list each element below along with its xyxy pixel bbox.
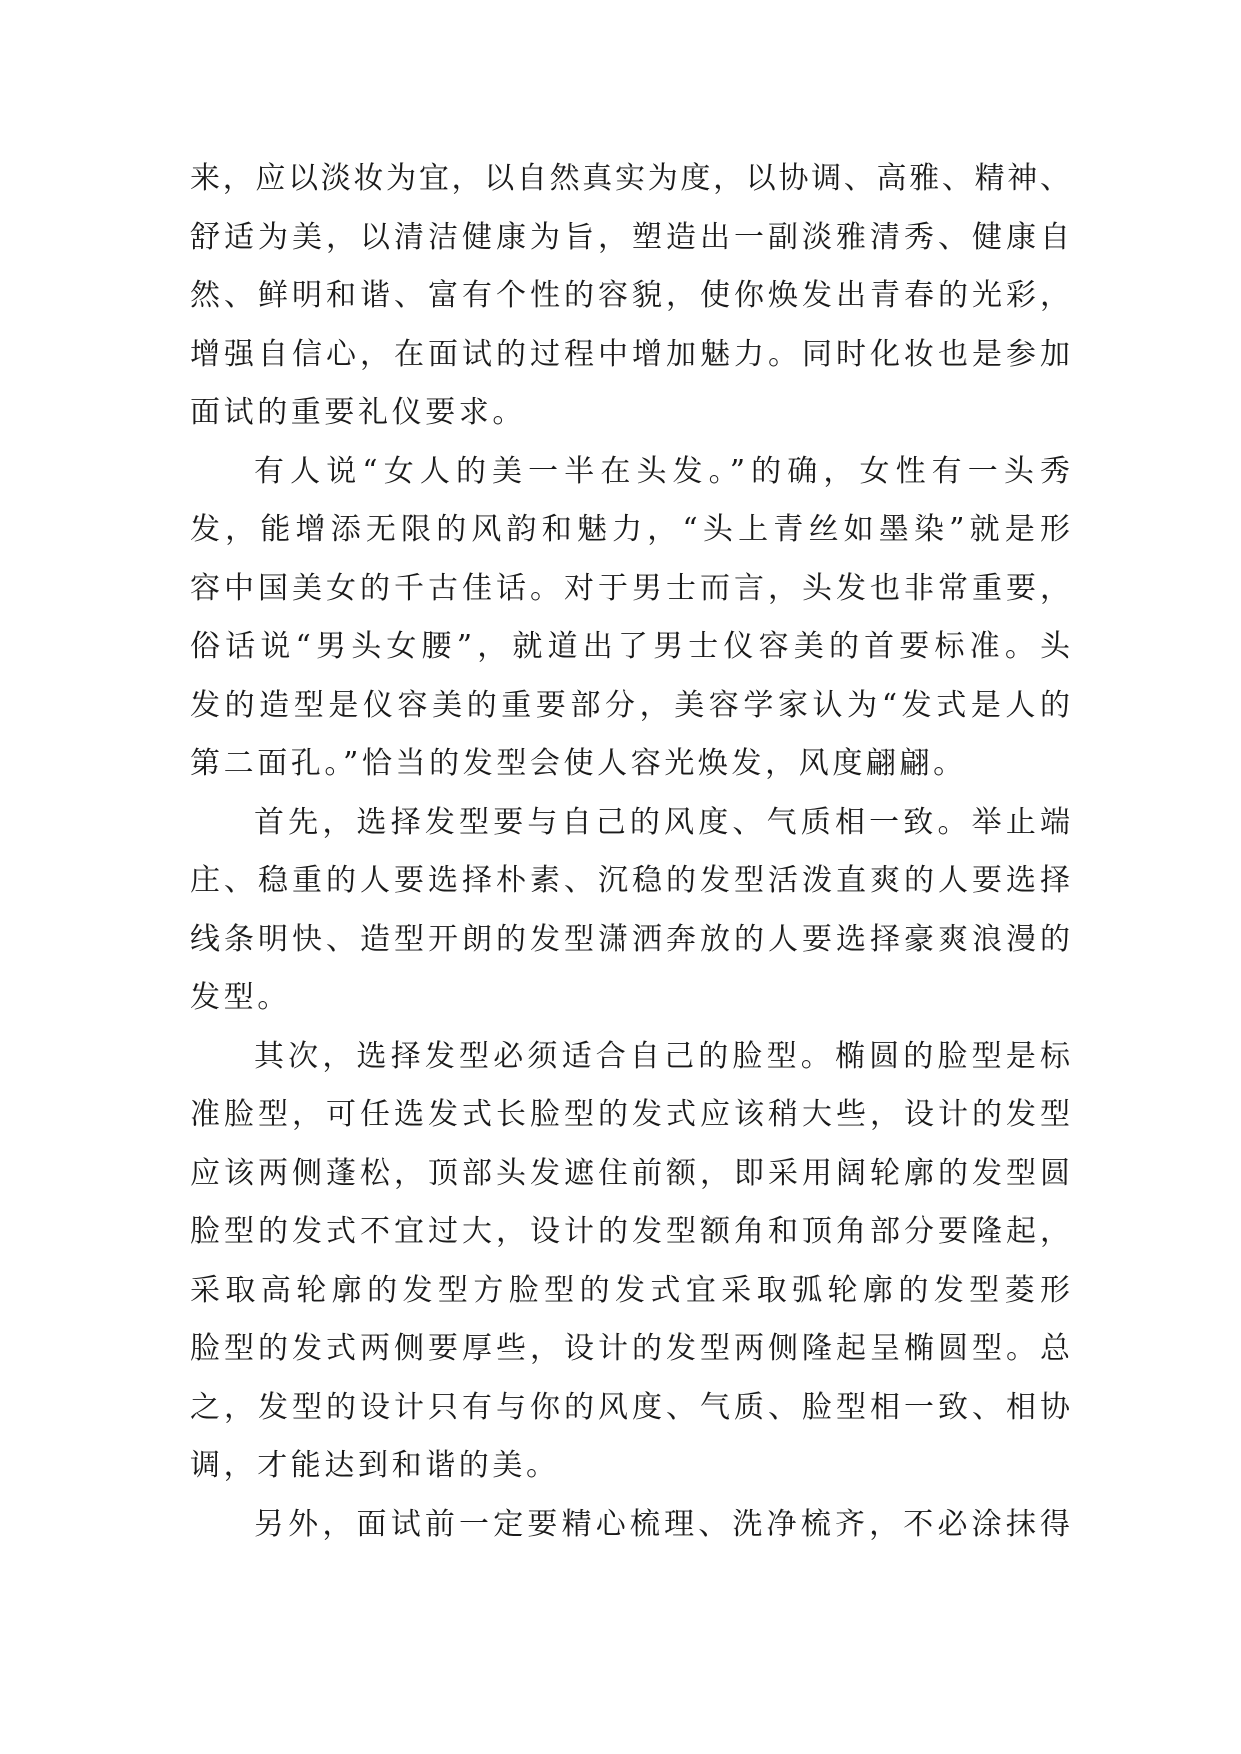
paragraph-2-line-2: 发，能增添无限的风韵和魅力，“头上青丝如墨染”就是形 (190, 512, 1070, 547)
paragraph-4-line-5: 采取高轮廓的发型方脸型的发式宜采取弧轮廓的发型菱形 (190, 1272, 1070, 1308)
paragraph-1-line-1: 来，应以淡妆为宜，以自然真实为度，以协调、高雅、精神、 (190, 161, 1070, 196)
paragraph-1-line-5: 面试的重要礼仪要求。 (190, 395, 526, 430)
paragraph-2-line-4: 俗话说“男头女腰”，就道出了男士仪容美的首要标准。头 (190, 629, 1070, 664)
paragraph-1-line-2: 舒适为美，以清洁健康为旨，塑造出一副淡雅清秀、健康自 (190, 219, 1070, 255)
paragraph-1-line-4: 增强自信心，在面试的过程中增加魅力。同时化妆也是参加 (190, 336, 1070, 372)
paragraph-3-line-2: 庄、稳重的人要选择朴素、沉稳的发型活泼直爽的人要选择 (190, 863, 1070, 898)
paragraph-4-line-6: 脸型的发式两侧要厚些，设计的发型两侧隆起呈椭圆型。总 (190, 1331, 1070, 1366)
paragraph-4-line-8: 调，才能达到和谐的美。 (190, 1448, 560, 1483)
paragraph-4-line-3: 应该两侧蓬松，顶部头发遮住前额，即采用阔轮廓的发型圆 (190, 1155, 1070, 1191)
paragraph-4-line-2: 准脸型，可任选发式长脸型的发式应该稍大些，设计的发型 (190, 1097, 1070, 1132)
paragraph-3-line-3: 线条明快、造型开朗的发型潇洒奔放的人要选择豪爽浪漫的 (190, 921, 1070, 957)
paragraph-2-line-6: 第二面孔。”恰当的发型会使人容光焕发，风度翩翩。 (190, 746, 967, 781)
paragraph-2-line-1: 有人说“女人的美一半在头发。”的确，女性有一头秀 (254, 453, 1070, 489)
paragraph-2-line-3: 容中国美女的千古佳话。对于男士而言，头发也非常重要， (190, 570, 1070, 606)
paragraph-5-line-1: 另外，面试前一定要精心梳理、洗净梳齐，不必涂抹得 (254, 1506, 1070, 1542)
paragraph-3-line-4: 发型。 (190, 980, 291, 1015)
paragraph-3-line-1: 首先，选择发型要与自己的风度、气质相一致。举止端 (254, 804, 1070, 840)
paragraph-1-line-3: 然、鲜明和谐、富有个性的容貌，使你焕发出青春的光彩， (190, 278, 1070, 313)
paragraph-4-line-4: 脸型的发式不宜过大，设计的发型额角和顶角部分要隆起， (190, 1214, 1070, 1249)
paragraph-4-line-7: 之，发型的设计只有与你的风度、气质、脸型相一致、相协 (190, 1389, 1070, 1425)
body-text (190, 150, 1070, 1554)
paragraph-4-line-1: 其次，选择发型必须适合自己的脸型。椭圆的脸型是标 (254, 1038, 1070, 1074)
paragraph-2-line-5: 发的造型是仪容美的重要部分，美容学家认为“发式是人的 (190, 687, 1070, 723)
